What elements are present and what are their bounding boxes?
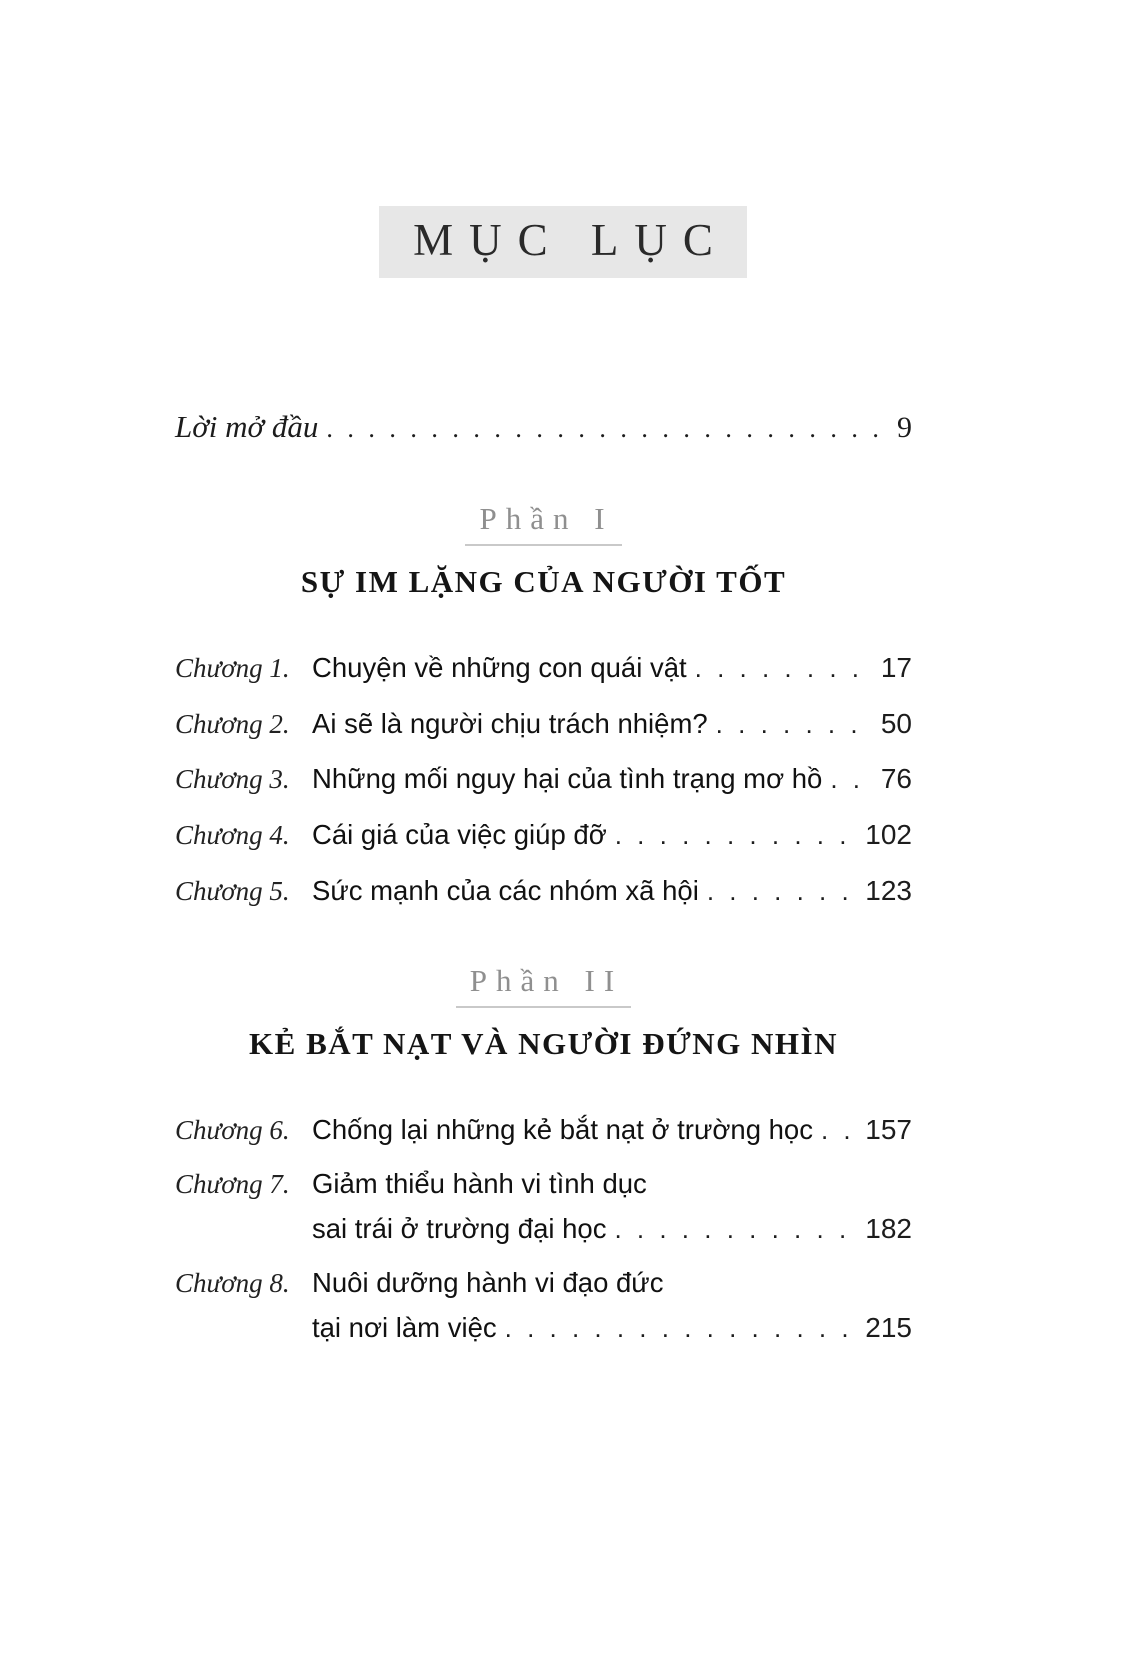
- part2-chapter-list: [175, 1112, 912, 1346]
- toc-entry-chapter-3: [175, 761, 912, 797]
- page-title-wrap: [0, 0, 1126, 278]
- preface-row: [175, 408, 912, 447]
- chapter-label: Chương 5.: [175, 875, 290, 906]
- chapter-label: Chương 7.: [175, 1169, 290, 1200]
- dot-leader: [695, 652, 875, 685]
- chapter-title-line2: sai trái ở trường đại học: [312, 1213, 607, 1244]
- chapter-title: Sức mạnh của các nhóm xã hội: [312, 874, 699, 906]
- toc-entry-chapter-4: [175, 817, 912, 853]
- dot-leader: [716, 708, 875, 741]
- chapter-label: Chương 2.: [175, 708, 290, 739]
- dot-leader: [615, 819, 860, 852]
- dot-leader: [614, 1213, 859, 1246]
- chapter-title: Cái giá của việc giúp đỡ: [312, 819, 607, 850]
- dot-leader: [830, 763, 875, 796]
- chapter-title: Chống lại những kẻ bắt nạt ở trường học: [312, 1113, 813, 1145]
- toc-row-continuation: [175, 1211, 912, 1246]
- toc-row: [175, 1112, 912, 1148]
- chapter-label: Chương 8.: [175, 1268, 290, 1299]
- toc-entry-chapter-2: [175, 706, 912, 742]
- part2-title: KẺ BẮT NẠT VÀ NGƯỜI ĐỨNG NHÌN: [249, 1025, 838, 1061]
- chapter-page-number: 123: [865, 874, 912, 906]
- chapter-label: Chương 3.: [175, 764, 290, 795]
- chapter-page-number: 17: [880, 651, 912, 683]
- chapter-title-line2: tại nơi làm việc: [312, 1312, 497, 1344]
- chapter-page-number: 50: [880, 707, 912, 739]
- chapter-title: Những mối nguy hại của tình trạng mơ hồ: [312, 763, 823, 795]
- toc-content: [175, 408, 912, 1346]
- dot-leader: [821, 1114, 859, 1147]
- dot-leader: [707, 875, 859, 908]
- toc-entry-chapter-7: [175, 1167, 912, 1246]
- toc-entry-chapter-5: [175, 873, 912, 909]
- toc-row: [175, 873, 912, 909]
- toc-row: [175, 817, 912, 853]
- chapter-page-number: 102: [865, 819, 912, 850]
- part2-heading-wrap: [175, 963, 912, 1008]
- dot-leader: [326, 413, 891, 446]
- part1-heading-wrap: [175, 501, 912, 546]
- toc-row: [175, 1266, 912, 1301]
- chapter-page-number: 215: [865, 1312, 912, 1344]
- part1-heading: Phần I: [465, 501, 621, 546]
- toc-entry-chapter-1: [175, 650, 912, 686]
- toc-entry-chapter-6: [175, 1112, 912, 1148]
- chapter-label: Chương 6.: [175, 1114, 290, 1145]
- part2-heading: Phần II: [456, 963, 631, 1008]
- toc-row: [175, 761, 912, 797]
- preface-label: Lời mở đầu: [175, 409, 319, 444]
- toc-entry-chapter-8: [175, 1266, 912, 1345]
- chapter-title-line1: Nuôi dưỡng hành vi đạo đức: [312, 1267, 664, 1299]
- part1-chapter-list: [175, 650, 912, 909]
- chapter-page-number: 157: [865, 1113, 912, 1145]
- chapter-label: Chương 1.: [175, 652, 290, 683]
- toc-row: [175, 650, 912, 686]
- chapter-page-number: 76: [880, 763, 912, 795]
- chapter-page-number: 182: [865, 1213, 912, 1244]
- chapter-title-line1: Giảm thiểu hành vi tình dục: [312, 1168, 647, 1200]
- chapter-title: Ai sẽ là người chịu trách nhiệm?: [312, 707, 708, 739]
- toc-row-continuation: [175, 1310, 912, 1345]
- page-title: MỤC LỤC: [413, 215, 729, 265]
- page-title-box: [379, 206, 747, 278]
- chapter-label: Chương 4.: [175, 820, 290, 850]
- part1-title: SỰ IM LẶNG CỦA NGƯỜI TỐT: [300, 563, 787, 599]
- preface-page-number: 9: [897, 411, 912, 444]
- toc-row: [175, 706, 912, 742]
- chapter-title: Chuyện về những con quái vật: [312, 651, 687, 683]
- toc-row: [175, 1167, 912, 1202]
- dot-leader: [505, 1312, 860, 1345]
